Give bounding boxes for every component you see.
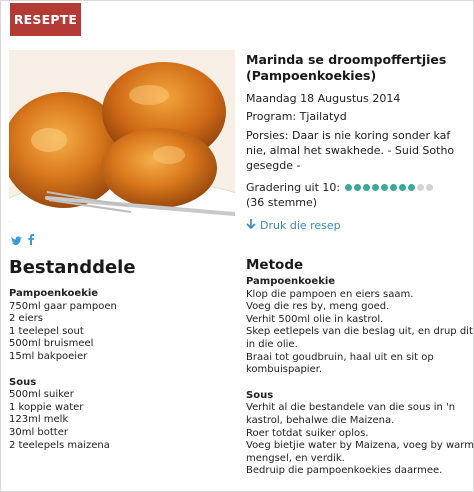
print-recipe-link[interactable] bbox=[246, 218, 341, 233]
method-step: mengsel, en verdik. bbox=[246, 452, 345, 464]
rating-star-icon[interactable] bbox=[426, 184, 433, 191]
method-group-title: Sous bbox=[246, 389, 274, 401]
vote-count: (36 stemme) bbox=[246, 196, 318, 209]
ingredient-item: 500ml bruismeel bbox=[9, 338, 94, 350]
recipe-photo bbox=[9, 50, 235, 222]
method-step: Verhit al die bestandele van die sous in 'n bbox=[246, 402, 456, 414]
ingredient-item: 2 eiers bbox=[9, 313, 43, 325]
ingredient-item: 500ml suiker bbox=[9, 389, 74, 401]
print-recipe-label: Druk die resep bbox=[260, 219, 341, 232]
method-step: Voeg die res by, meng goed. bbox=[246, 301, 390, 313]
recipe-servings: Porsies: Daar is nie koring sonder kaf nie, almal het swakhede. - Suid Sotho gesegde - bbox=[246, 129, 455, 172]
facebook-icon[interactable] bbox=[28, 234, 34, 248]
ingredients-list bbox=[9, 288, 234, 452]
method-step: Bedruip die pampoenkoekies daarmee. bbox=[246, 465, 443, 477]
ingredient-group-title: Sous bbox=[9, 376, 37, 388]
method-step: Voeg bietjie water by Maizena, voeg by warm bbox=[246, 440, 474, 452]
method-heading: Metode bbox=[246, 257, 304, 273]
method-step: in die olie. bbox=[246, 338, 298, 350]
rating-star-icon[interactable] bbox=[381, 184, 388, 191]
ingredient-group-title: Pampoenkoekie bbox=[9, 288, 99, 299]
method-step: kombuispapier. bbox=[246, 364, 323, 376]
recipe-program: Program: Tjailatyd bbox=[246, 110, 347, 123]
rating-star-icon[interactable] bbox=[417, 184, 424, 191]
method-step: Skep eetlepels van die beslag uit, en drup dit bbox=[246, 326, 473, 338]
rating-star-icon[interactable] bbox=[354, 184, 361, 191]
spacer bbox=[9, 364, 234, 377]
social-share bbox=[11, 234, 34, 248]
method-list bbox=[246, 276, 474, 478]
ingredient-item: 1 teelepel sout bbox=[9, 325, 84, 337]
ingredients-heading: Bestanddele bbox=[9, 257, 136, 278]
rating-star-icon[interactable] bbox=[363, 184, 370, 191]
ingredient-item: 15ml bakpoeier bbox=[9, 350, 88, 362]
rating-star-icon[interactable] bbox=[408, 184, 415, 191]
recipes-tag[interactable]: RESEPTE bbox=[10, 3, 81, 36]
method-step: kastrol, behalwe die Maizena. bbox=[246, 414, 395, 426]
rating-star-icon[interactable] bbox=[390, 184, 397, 191]
rating-stars[interactable] bbox=[345, 184, 433, 191]
arrow-down-icon bbox=[246, 218, 256, 233]
method-group-title: Pampoenkoekie bbox=[246, 276, 336, 287]
method-step: Braai tot goudbruin, haal uit en sit op bbox=[246, 351, 434, 363]
method-step: Roer totdat suiker oplos. bbox=[246, 427, 369, 439]
ingredient-item: 1 koppie water bbox=[9, 401, 84, 413]
ingredient-item: 2 teelepels maizena bbox=[9, 439, 110, 451]
recipe-date: Maandag 18 Augustus 2014 bbox=[246, 92, 401, 105]
method-step: Klop die pampoen en eiers saam. bbox=[246, 288, 414, 300]
ingredient-item: 750ml gaar pampoen bbox=[9, 300, 117, 312]
ingredient-item: 123ml melk bbox=[9, 414, 69, 426]
rating-star-icon[interactable] bbox=[399, 184, 406, 191]
spacer bbox=[246, 377, 471, 390]
rating-star-icon[interactable] bbox=[345, 184, 352, 191]
method-step: Verhit 500ml olie in kastrol. bbox=[246, 313, 384, 325]
rating-star-icon[interactable] bbox=[372, 184, 379, 191]
ingredient-item: 30ml botter bbox=[9, 426, 68, 438]
recipe-title: Marinda se droompoffertjies (Pampoenkoekies) bbox=[246, 52, 447, 83]
rating bbox=[246, 181, 433, 194]
rating-label: Gradering uit 10: bbox=[246, 181, 341, 194]
twitter-icon[interactable] bbox=[11, 235, 22, 248]
